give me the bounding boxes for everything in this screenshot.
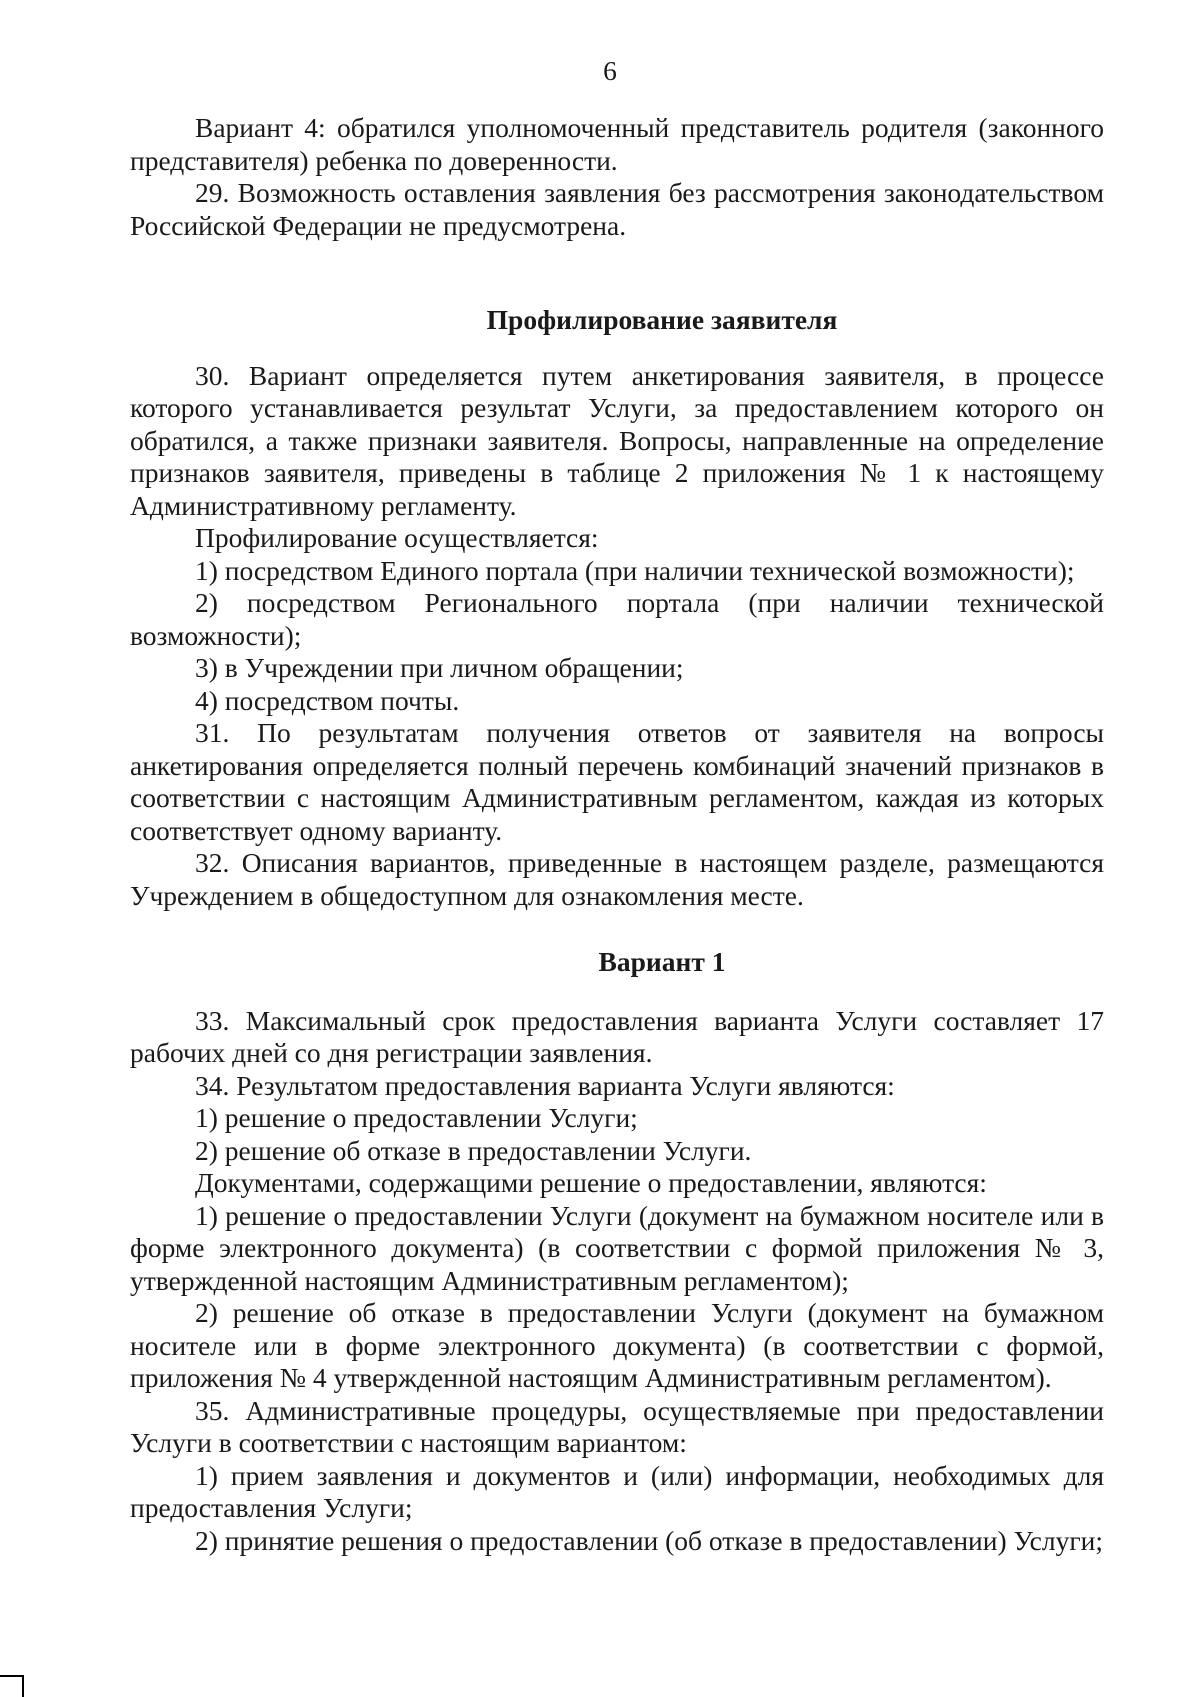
list-item-result-1: 1) решение о предоставлении Услуги; (195, 1102, 638, 1133)
list-item-document-2: 2) решение об отказе в предоставлении Услуги (документ на бумажном носителе или в форме электронного документа) (в соответствии с формой, приложения № 4 утвержденной настоящим Административным регламентом). (130, 1297, 1104, 1393)
paragraph-31: 31. По результатам получения ответов от заявителя на вопросы анкетирования определяется полный перечень комбинаций значений признаков в соответствии с настоящим Административным регламентом, каждая из которых соответствует одному варианту. (130, 717, 1104, 846)
list-item-document-1: 1) решение о предоставлении Услуги (документ на бумажном носителе или в форме электронного документа) (в соответствии с формой приложения № 3, утвержденной настоящим Административным регламентом); (130, 1199, 1104, 1296)
document-body (130, 112, 1104, 1557)
spacer (130, 912, 1104, 946)
list-item-profiling-2: 2) посредством Регионального портала (при наличии технической возможности); (130, 587, 1104, 651)
paragraph-35: 35. Административные процедуры, осуществляемые при предоставлении Услуги в соответствии с настоящим вариантом: (130, 1394, 1104, 1458)
paragraph-33: 33. Максимальный срок предоставления варианта Услуги составляет 17 рабочих дней со дня регистрации заявления. (130, 1004, 1104, 1068)
spacer (130, 979, 1104, 1005)
list-item-procedure-1: 1) прием заявления и документов и (или) информации, необходимых для предоставления Услуги; (130, 1459, 1104, 1523)
list-item-procedure-2: 2) принятие решения о предоставлении (об отказе в предоставлении) Услуги; (195, 1524, 1103, 1556)
list-item-profiling-3: 3) в Учреждении при личном обращении; (195, 652, 684, 683)
paragraph-34: 34. Результатом предоставления варианта Услуги являются: (195, 1069, 895, 1101)
section-heading-profiling: Профилирование заявителя (486, 304, 838, 335)
list-item-profiling-4: 4) посредством почты. (195, 684, 460, 716)
spacer (130, 242, 1104, 304)
section-heading-variant-1: Вариант 1 (598, 946, 726, 977)
paragraph-30: 30. Вариант определяется путем анкетирования заявителя, в процессе которого устанавливается результат Услуги, за предоставлением которого он обратился, а также признаки заявителя. Вопросы, направленные на определение признаков заявителя, приведены в таблице 2 приложения № 1 к настоящему Административному регламенту. (130, 359, 1104, 521)
spacer (130, 337, 1104, 360)
paragraph-profiling-intro: Профилирование осуществляется: (195, 522, 599, 553)
list-item-result-2: 2) решение об отказе в предоставлении Услуги. (195, 1134, 752, 1166)
paragraph-documents-intro: Документами, содержащими решение о предоставлении, являются: (195, 1167, 987, 1198)
paragraph-variant-4: Вариант 4: обратился уполномоченный представитель родителя (законного представителя) ребенка по доверенности. (130, 112, 1104, 176)
paragraph-32: 32. Описания вариантов, приведенные в настоящем разделе, размещаются Учреждением в общедоступном для ознакомления месте. (130, 847, 1104, 911)
list-item-profiling-1: 1) посредством Единого портала (при наличии технической возможности); (195, 554, 1075, 586)
paragraph-29: 29. Возможность оставления заявления без рассмотрения законодательством Российской Федерации не предусмотрена. (130, 177, 1104, 241)
page-number: 6 (603, 55, 617, 86)
scan-corner-mark (0, 1675, 24, 1697)
